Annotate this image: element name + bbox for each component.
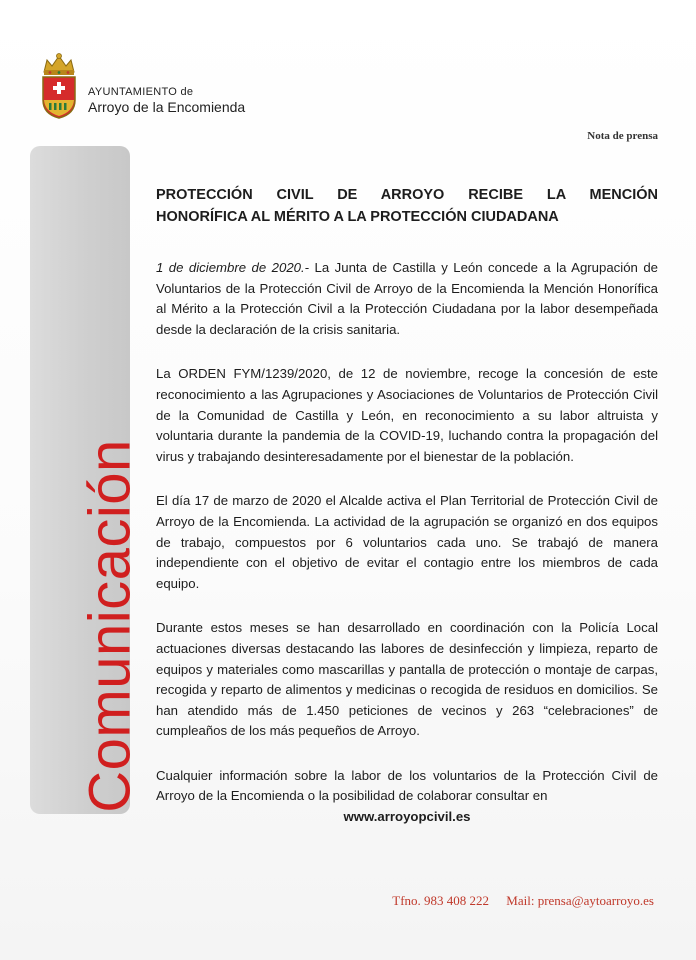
- article-date: 1 de diciembre de 2020.-: [156, 260, 310, 275]
- phone-number: Tfno. 983 408 222: [392, 893, 490, 908]
- paragraph-4: Durante estos meses se han desarrollado en coordinación con la Policía Local actuaciones diversas destacando las labores de desinfección y limpieza, reparto de equipos y materiales como mascarillas y pantalla de protección o montaje de carpas, recogida y reparto de alimentos y medicinas o recogida de residuos en domicilios. Se han atendido más de 1.450 peticiones de vecinos y 263 “celebraciones” de cumpleaños de los más pequeños de Arroyo.: [156, 620, 658, 739]
- paragraph-2: La ORDEN FYM/1239/2020, de 12 de noviembre, recoge la concesión de este reconocimiento a las Agrupaciones y Asociaciones de Voluntarios de Protección Civil de la Comunidad de Castilla y León, en reconocimiento a su labor altruista y voluntaria durante la pandemia de la COVID-19, luchando contra la propagación del virus y trabajando desinteresadamente por el bienestar de la población.: [156, 366, 658, 464]
- title-line-2: HONORÍFICA AL MÉRITO A LA PROTECCIÓN CIUDADANA: [156, 209, 559, 225]
- press-note-label: Nota de prensa: [587, 130, 658, 142]
- communication-sidebar: [30, 146, 143, 814]
- paragraph-3: El día 17 de marzo de 2020 el Alcalde activa el Plan Territorial de Protección Civil de Arroyo de la Encomienda. La actividad de la agrupación se organizó en dos equipos de trabajo, compuestos por 6 voluntarios cada uno. Se trabajó de manera independiente con el objetivo de evitar el contagio entre los miembros de cada equipo.: [156, 493, 658, 591]
- coat-of-arms-logo: [38, 50, 80, 120]
- paragraph-1: [156, 258, 658, 340]
- title-line-1: PROTECCIÓN CIVIL DE ARROYO RECIBE LA MENCIÓN: [156, 187, 658, 203]
- article-body: [156, 258, 658, 828]
- org-line1: AYUNTAMIENTO de: [88, 86, 194, 98]
- paragraph-1-text: La Junta de Castilla y León concede a la Agrupación de Voluntarios de la Protección Civil de Arroyo de la Encomienda la Mención Honorífica al Mérito a la Protección Civil a la Protección Ciudadana por la labor desempeñada desde la declaración de la crisis sanitaria.: [156, 260, 659, 337]
- paragraph-5-text: Cualquier información sobre la labor de los voluntarios de la Protección Civil de Arroyo de la Encomienda o la posibilidad de colaborar consultar en: [156, 767, 658, 804]
- org-line2: Arroyo de la Encomienda: [88, 99, 246, 115]
- email-address[interactable]: Mail: prensa@aytoarroyo.es: [506, 893, 654, 908]
- contact-footer: [378, 893, 654, 909]
- paragraph-5: [156, 766, 658, 828]
- sidebar-label: Comunicación: [77, 439, 143, 813]
- organization-name: [88, 86, 245, 116]
- article-title: [156, 184, 658, 228]
- website-link[interactable]: www.arroyopcivil.es: [343, 809, 471, 825]
